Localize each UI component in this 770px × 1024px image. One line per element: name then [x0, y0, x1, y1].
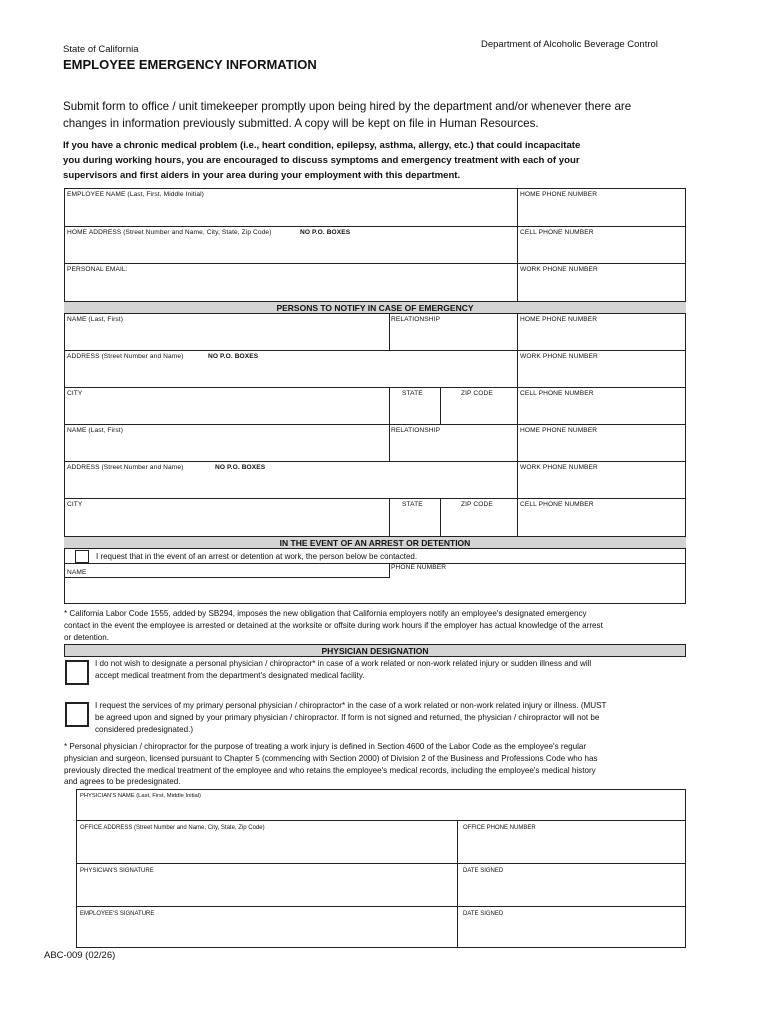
- form-id: ABC-009 (02/26): [44, 950, 116, 961]
- office-address-field[interactable]: [77, 833, 456, 862]
- employee-cell-phone-field[interactable]: [518, 238, 685, 262]
- contact1-no-po-note: NO P.O. BOXES: [208, 353, 259, 360]
- arrest-phone-field[interactable]: [390, 573, 685, 603]
- physician-definition-line-4: and agrees to be predesignated.: [64, 777, 181, 786]
- employee-date-field[interactable]: [458, 919, 685, 947]
- arrest-contact-checkbox[interactable]: [75, 550, 89, 563]
- no-physician-checkbox[interactable]: [65, 660, 89, 685]
- arrest-name-label: NAME: [67, 569, 87, 576]
- contact2-address-field[interactable]: [65, 473, 516, 497]
- arrest-phone-label: PHONE NUMBER: [391, 564, 447, 571]
- contact1-relationship-label: RELATIONSHIP: [391, 316, 441, 323]
- employee-home-phone-field[interactable]: [518, 200, 685, 225]
- employee-home-phone-label: HOME PHONE NUMBER: [520, 191, 598, 198]
- medical-notice-line-3: supervisors and first aiders in your area during your employment with this department.: [63, 170, 461, 181]
- contact1-cell-phone-field[interactable]: [518, 399, 685, 423]
- no-physician-line-1: I do not wish to designate a personal physician / chiropractor* in case of a work related or non-work related injury or sudden illness and will: [95, 659, 592, 668]
- office-phone-label: OFFICE PHONE NUMBER: [463, 825, 536, 831]
- intro-line-1: Submit form to office / unit timekeeper promptly upon being hired by the department and/or whenever there are: [63, 100, 632, 113]
- request-physician-line-1: I request the services of my primary personal physician / chiropractor* in the case of a work related or non-work related injury or illness. (MUST: [95, 701, 607, 710]
- arrest-name-field[interactable]: [65, 578, 388, 603]
- contact2-name-field[interactable]: [65, 436, 388, 460]
- contact2-relationship-field[interactable]: [390, 436, 516, 460]
- contact2-state-label: STATE: [402, 501, 423, 508]
- contact1-state-label: STATE: [402, 390, 423, 397]
- employee-signature-field[interactable]: [77, 919, 456, 947]
- employee-cell-phone-label: CELL PHONE NUMBER: [520, 229, 594, 236]
- labor-code-note-line-3: or detention.: [64, 633, 109, 642]
- contact1-work-phone-field[interactable]: [518, 362, 685, 386]
- notify-heading: PERSONS TO NOTIFY IN CASE OF EMERGENCY: [64, 301, 686, 314]
- personal-email-field[interactable]: [65, 275, 516, 300]
- physician-signature-label: PHYSICIAN'S SIGNATURE: [80, 868, 154, 874]
- medical-notice-line-1: If you have a chronic medical problem (i.e., heart condition, epilepsy, asthma, allergy, etc.) that could incapacitate: [63, 140, 581, 151]
- physician-date-label: DATE SIGNED: [463, 868, 504, 874]
- contact1-address-label: ADDRESS (Street Number and Name): [67, 353, 184, 360]
- physician-date-field[interactable]: [458, 876, 685, 905]
- employee-name-label: EMPLOYEE NAME (Last, First, Middle Initial): [67, 191, 204, 198]
- contact1-home-phone-field[interactable]: [518, 325, 685, 349]
- contact1-work-phone-label: WORK PHONE NUMBER: [520, 353, 598, 360]
- office-phone-field[interactable]: [458, 833, 685, 862]
- physician-definition-line-2: physician and surgeon, licensed pursuant to Chapter 5 (commencing with Section 2000) of Division 2 of the Business and Professions Code who has: [64, 754, 598, 763]
- physician-name-label: PHYSICIAN'S NAME (Last, First, Middle Initial): [80, 793, 201, 799]
- arrest-heading: IN THE EVENT OF AN ARREST OR DETENTION: [64, 536, 686, 549]
- contact1-zip-label: ZIP CODE: [461, 390, 493, 397]
- request-physician-line-3: considered predesignated.): [95, 725, 194, 734]
- physician-signature-field[interactable]: [77, 876, 456, 905]
- no-physician-line-2: accept medical treatment from the department's designated medical facility.: [95, 671, 365, 680]
- arrest-request-text: I request that in the event of an arrest or detention at work, the person below be contacted.: [96, 552, 418, 561]
- employee-work-phone-label: WORK PHONE NUMBER: [520, 266, 598, 273]
- contact2-work-phone-field[interactable]: [518, 473, 685, 497]
- contact1-name-label: NAME (Last, First): [67, 316, 124, 323]
- department-label: Department of Alcoholic Beverage Control: [481, 39, 658, 50]
- contact2-state-field[interactable]: [390, 510, 439, 535]
- contact2-city-field[interactable]: [65, 510, 388, 535]
- contact2-name-label: NAME (Last, First): [67, 427, 124, 434]
- physician-definition-line-3: previously directed the medical treatment of the employee and who retains the employee's medical records, including the employee's medical history: [64, 766, 596, 775]
- contact2-cell-phone-label: CELL PHONE NUMBER: [520, 501, 594, 508]
- contact1-home-phone-label: HOME PHONE NUMBER: [520, 316, 598, 323]
- physician-definition-line-1: * Personal physician / chiropractor for the purpose of treating a work injury is defined in Section 4600 of the Labor Code as the employee's regular: [64, 742, 587, 751]
- contact2-zip-label: ZIP CODE: [461, 501, 493, 508]
- labor-code-note-line-1: * California Labor Code 1555, added by SB294, imposes the new obligation that California employers notify an employee's designated emergency: [64, 609, 587, 618]
- contact1-city-field[interactable]: [65, 399, 388, 423]
- contact2-cell-phone-field[interactable]: [518, 510, 685, 535]
- page-title: EMPLOYEE EMERGENCY INFORMATION: [63, 57, 317, 72]
- employee-signature-label: EMPLOYEE'S SIGNATURE: [80, 911, 155, 917]
- contact2-no-po-note: NO P.O. BOXES: [215, 464, 266, 471]
- employee-no-po-note: NO P.O. BOXES: [300, 229, 351, 236]
- contact1-name-field[interactable]: [65, 325, 388, 349]
- contact2-address-label: ADDRESS (Street Number and Name): [67, 464, 184, 471]
- personal-email-label: PERSONAL EMAIL:: [67, 266, 128, 273]
- employee-address-field[interactable]: [65, 238, 516, 262]
- contact2-zip-field[interactable]: [441, 510, 516, 535]
- employee-name-field[interactable]: [65, 200, 516, 225]
- request-physician-line-2: be agreed upon and signed by your primary physician / chiropractor. If form is not signed and returned, the physician / chiropractor will not be: [95, 713, 600, 722]
- physician-heading: PHYSICIAN DESIGNATION: [64, 644, 686, 657]
- contact2-home-phone-field[interactable]: [518, 436, 685, 460]
- contact1-address-field[interactable]: [65, 362, 516, 386]
- contact2-relationship-label: RELATIONSHIP: [391, 427, 441, 434]
- request-physician-checkbox[interactable]: [65, 702, 89, 727]
- office-address-label: OFFICE ADDRESS (Street Number and Name, City, State, Zip Code): [80, 825, 265, 831]
- intro-line-2: changes in information previously submitted. A copy will be kept on file in Human Resources.: [63, 117, 539, 130]
- physician-name-field[interactable]: [77, 801, 685, 819]
- contact1-state-field[interactable]: [390, 399, 439, 423]
- contact1-city-label: CITY: [67, 390, 83, 397]
- employee-address-label: HOME ADDRESS (Street Number and Name, City, State, Zip Code): [67, 229, 272, 236]
- employee-date-label: DATE SIGNED: [463, 911, 504, 917]
- medical-notice-line-2: you during working hours, you are encouraged to discuss symptoms and emergency treatment with each of your: [63, 155, 580, 166]
- employee-work-phone-field[interactable]: [518, 275, 685, 300]
- contact1-cell-phone-label: CELL PHONE NUMBER: [520, 390, 594, 397]
- contact1-relationship-field[interactable]: [390, 325, 516, 349]
- state-label: State of California: [63, 44, 139, 55]
- contact2-work-phone-label: WORK PHONE NUMBER: [520, 464, 598, 471]
- contact1-zip-field[interactable]: [441, 399, 516, 423]
- labor-code-note-line-2: contact in the event the employee is arrested or detained at the worksite or offsite during work hours if the employer has actual knowledge of the arrest: [64, 621, 603, 630]
- contact2-city-label: CITY: [67, 501, 83, 508]
- contact2-home-phone-label: HOME PHONE NUMBER: [520, 427, 598, 434]
